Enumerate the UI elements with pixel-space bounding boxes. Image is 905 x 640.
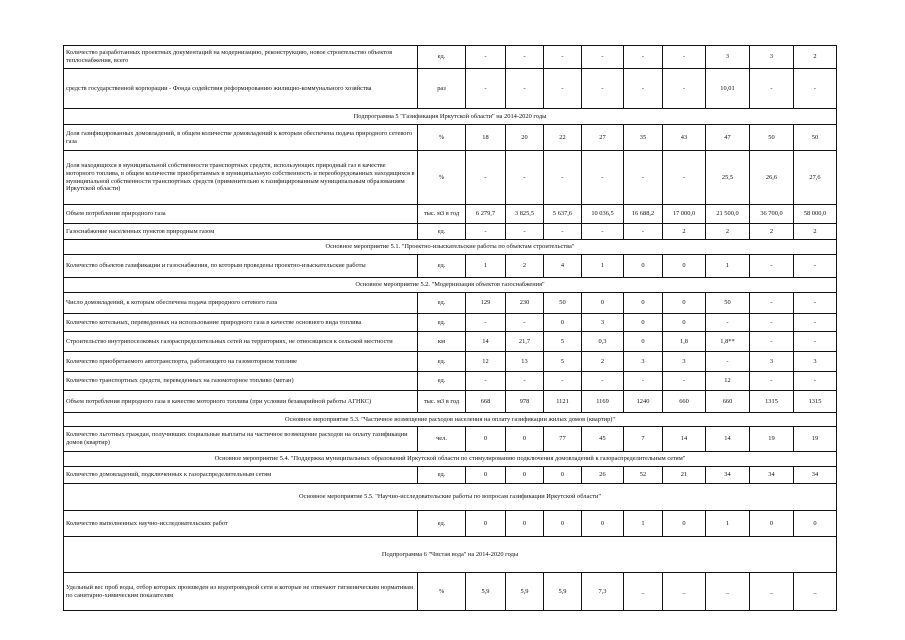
value-cell: 230	[506, 293, 544, 314]
section-title: Подпрограмма 6 "Чистая вода" на 2014-2020 годы	[64, 537, 837, 573]
section-title: Основное мероприятие 5.3. "Частичное возмещение расходов населения на оплату газификации жилых домов (квартир)"	[64, 413, 837, 427]
table-row	[64, 125, 837, 151]
section-title: Основное мероприятие 5.2. "Модернизация объектов газоснабжения"	[64, 278, 837, 293]
table-row	[64, 151, 837, 205]
value-cell: 129	[466, 293, 506, 314]
value-cell: -	[466, 46, 506, 69]
value-cell: 2	[794, 46, 837, 69]
value-cell: 0	[582, 293, 624, 314]
value-cell: 10 036,5	[582, 205, 624, 224]
value-cell: 27	[582, 125, 624, 151]
value-cell: 1	[466, 255, 506, 278]
value-cell: 18	[466, 125, 506, 151]
value-cell: 2	[794, 224, 837, 240]
unit-cell: ед.	[418, 467, 466, 484]
value-cell: 1240	[624, 391, 663, 413]
value-cell: 21 500,0	[706, 205, 750, 224]
value-cell: 0	[624, 332, 663, 352]
value-cell: -	[582, 46, 624, 69]
value-cell: _	[706, 573, 750, 611]
value-cell: 34	[794, 467, 837, 484]
unit-cell: ед.	[418, 511, 466, 537]
value-cell: 77	[544, 427, 582, 452]
value-cell: -	[794, 293, 837, 314]
value-cell: 34	[706, 467, 750, 484]
value-cell: -	[582, 372, 624, 391]
value-cell: 21	[663, 467, 706, 484]
table-row	[64, 255, 837, 278]
indicator-name: Удельный вес проб воды, отбор которых произведен из водопроводной сети и которые не отвечают гигиеническим нормативам по санитарно-химическим показателям	[64, 573, 418, 611]
value-cell: 3	[624, 352, 663, 372]
value-cell: -	[506, 314, 544, 332]
section-header-row	[64, 413, 837, 427]
table-row	[64, 224, 837, 240]
value-cell: -	[706, 314, 750, 332]
value-cell: -	[794, 332, 837, 352]
value-cell: -	[544, 224, 582, 240]
value-cell: 7,3	[582, 573, 624, 611]
table-row	[64, 427, 837, 452]
indicator-name: Объем потребления природного газа в качестве моторного топлива (при условии безаварийной работы АГНКС)	[64, 391, 418, 413]
value-cell: 0	[624, 314, 663, 332]
value-cell: 21,7	[506, 332, 544, 352]
section-header-row	[64, 278, 837, 293]
unit-cell: тыс. м3 в год	[418, 391, 466, 413]
section-header-row	[64, 484, 837, 511]
value-cell: 2	[582, 352, 624, 372]
value-cell: -	[624, 46, 663, 69]
value-cell: 1	[706, 511, 750, 537]
value-cell: -	[544, 151, 582, 205]
value-cell: 7	[624, 427, 663, 452]
value-cell: -	[750, 255, 794, 278]
table-row	[64, 391, 837, 413]
table-row	[64, 511, 837, 537]
value-cell: 0,3	[582, 332, 624, 352]
unit-cell: %	[418, 151, 466, 205]
indicator-name: Количество объектов газификации и газоснабжения, по которым проведены проектно-изыскательские работы	[64, 255, 418, 278]
unit-cell: тыс. м3 в год	[418, 205, 466, 224]
value-cell: _	[750, 573, 794, 611]
value-cell: 26,6	[750, 151, 794, 205]
value-cell: 0	[663, 293, 706, 314]
value-cell: 1315	[750, 391, 794, 413]
value-cell: 0	[466, 467, 506, 484]
value-cell: -	[750, 372, 794, 391]
value-cell: 5,9	[466, 573, 506, 611]
value-cell: 0	[624, 255, 663, 278]
unit-cell: ед.	[418, 224, 466, 240]
unit-cell: ед.	[418, 314, 466, 332]
value-cell: 660	[706, 391, 750, 413]
value-cell: 0	[750, 511, 794, 537]
table-row	[64, 205, 837, 224]
indicators-table-sheet	[63, 45, 836, 611]
value-cell: 22	[544, 125, 582, 151]
value-cell: -	[624, 69, 663, 109]
indicator-name: Доля газифицированных домовладений, в общем количестве домовладений к которым обеспечена подача природного сетевого газа	[64, 125, 418, 151]
value-cell: -	[750, 332, 794, 352]
value-cell: 20	[506, 125, 544, 151]
value-cell: 3	[582, 314, 624, 332]
indicator-name: средств государственной корпорации - Фонда содействия реформированию жилищно-коммунального хозяйства	[64, 69, 418, 109]
indicator-name: Количество разработанных проектных документаций на модернизацию, реконструкцию, новое строительство объектов теплоснабжения, всего	[64, 46, 418, 69]
value-cell: 0	[506, 427, 544, 452]
value-cell: 2	[706, 224, 750, 240]
value-cell: 1	[582, 255, 624, 278]
table-row	[64, 573, 837, 611]
unit-cell: ед.	[418, 352, 466, 372]
table-row	[64, 467, 837, 484]
value-cell: 25,5	[706, 151, 750, 205]
value-cell: 12	[466, 352, 506, 372]
value-cell: _	[794, 573, 837, 611]
value-cell: 50	[750, 125, 794, 151]
value-cell: 0	[506, 511, 544, 537]
value-cell: -	[624, 151, 663, 205]
value-cell: 36 700,0	[750, 205, 794, 224]
value-cell: 27,6	[794, 151, 837, 205]
value-cell: -	[794, 69, 837, 109]
value-cell: 1,8**	[706, 332, 750, 352]
value-cell: 14	[706, 427, 750, 452]
value-cell: -	[506, 224, 544, 240]
table-row	[64, 69, 837, 109]
value-cell: -	[544, 46, 582, 69]
value-cell: 50	[794, 125, 837, 151]
value-cell: 6 279,7	[466, 205, 506, 224]
value-cell: 1169	[582, 391, 624, 413]
unit-cell: км	[418, 332, 466, 352]
indicator-name: Число домовладений, к которым обеспечена подача природного сетевого газа	[64, 293, 418, 314]
section-header-row	[64, 537, 837, 573]
value-cell: -	[663, 46, 706, 69]
value-cell: 0	[544, 467, 582, 484]
value-cell: 0	[466, 511, 506, 537]
value-cell: -	[706, 352, 750, 372]
value-cell: -	[582, 151, 624, 205]
value-cell: -	[506, 372, 544, 391]
value-cell: 1121	[544, 391, 582, 413]
value-cell: 660	[663, 391, 706, 413]
indicators-table	[63, 45, 837, 611]
section-title: Основное мероприятие 5.5. "Научно-исследовательские работы по вопросам газификации Иркутской области"	[64, 484, 837, 511]
value-cell: -	[466, 314, 506, 332]
value-cell: 0	[663, 314, 706, 332]
indicator-name: Количество домовладений, подключенных к газораспределительным сетям	[64, 467, 418, 484]
value-cell: 0	[544, 314, 582, 332]
value-cell: _	[663, 573, 706, 611]
value-cell: 3	[750, 46, 794, 69]
value-cell: 2	[506, 255, 544, 278]
value-cell: -	[750, 314, 794, 332]
value-cell: 0	[624, 293, 663, 314]
table-row	[64, 352, 837, 372]
indicator-name: Строительство внутрипоселковых газораспределительных сетей на территориях, не относящихся к сельской местности	[64, 332, 418, 352]
unit-cell: чел.	[418, 427, 466, 452]
value-cell: -	[582, 69, 624, 109]
value-cell: 14	[466, 332, 506, 352]
value-cell: -	[466, 69, 506, 109]
value-cell: 5,9	[544, 573, 582, 611]
value-cell: 26	[582, 467, 624, 484]
value-cell: 58 000,0	[794, 205, 837, 224]
section-title: Подпрограмма 5 "Газификация Иркутской области" на 2014-2020 годы	[64, 109, 837, 125]
section-header-row	[64, 240, 837, 255]
value-cell: -	[506, 46, 544, 69]
unit-cell: ед.	[418, 46, 466, 69]
value-cell: 668	[466, 391, 506, 413]
indicator-name: Объем потребления природного газа	[64, 205, 418, 224]
value-cell: 52	[624, 467, 663, 484]
section-title: Основное мероприятие 5.1. "Проектно-изыскательские работы по объектам строительства"	[64, 240, 837, 255]
value-cell: -	[794, 255, 837, 278]
value-cell: -	[582, 224, 624, 240]
table-row	[64, 314, 837, 332]
value-cell: 47	[706, 125, 750, 151]
value-cell: 5,9	[506, 573, 544, 611]
indicator-name: Количество котельных, переведенных на использование природного газа в качестве основного вида топлива	[64, 314, 418, 332]
value-cell: -	[506, 151, 544, 205]
value-cell: 4	[544, 255, 582, 278]
value-cell: 14	[663, 427, 706, 452]
value-cell: -	[794, 372, 837, 391]
value-cell: 19	[750, 427, 794, 452]
value-cell: 978	[506, 391, 544, 413]
value-cell: 12	[706, 372, 750, 391]
value-cell: 0	[544, 511, 582, 537]
value-cell: 2	[750, 224, 794, 240]
indicator-name: Количество льготных граждан, получивших социальные выплаты на частичное возмещение расходов на оплату газификации домов (квартир)	[64, 427, 418, 452]
value-cell: 16 688,2	[624, 205, 663, 224]
value-cell: 1315	[794, 391, 837, 413]
value-cell: 10,01	[706, 69, 750, 109]
value-cell: 1	[624, 511, 663, 537]
value-cell: 5 637,6	[544, 205, 582, 224]
value-cell: 1	[706, 255, 750, 278]
value-cell: 3	[706, 46, 750, 69]
value-cell: 50	[706, 293, 750, 314]
value-cell: 34	[750, 467, 794, 484]
value-cell: 0	[663, 255, 706, 278]
value-cell: 3	[794, 352, 837, 372]
value-cell: -	[794, 314, 837, 332]
indicator-name: Доля находящихся в муниципальной собственности транспортных средств, использующих природный газ в качестве моторного топлива, в общем количестве приобретаемых в муниципальную собственность и переоборудованных находящихся в муниципальной собственности транспортных средств (применительно к газифицированным муниципальным образованиям Иркутской области)	[64, 151, 418, 205]
value-cell: -	[624, 224, 663, 240]
value-cell: -	[663, 69, 706, 109]
value-cell: 0	[506, 467, 544, 484]
value-cell: 0	[466, 427, 506, 452]
table-row	[64, 293, 837, 314]
indicator-name: Газоснабжение населенных пунктов природным газом	[64, 224, 418, 240]
value-cell: -	[466, 224, 506, 240]
unit-cell: ед.	[418, 293, 466, 314]
value-cell: 19	[794, 427, 837, 452]
value-cell: -	[544, 69, 582, 109]
unit-cell: %	[418, 125, 466, 151]
value-cell: 3	[750, 352, 794, 372]
value-cell: -	[466, 151, 506, 205]
value-cell: 35	[624, 125, 663, 151]
value-cell: 3	[663, 352, 706, 372]
value-cell: 0	[663, 511, 706, 537]
table-row	[64, 372, 837, 391]
value-cell: 50	[544, 293, 582, 314]
indicator-name: Количество выполненных научно-исследовательских работ	[64, 511, 418, 537]
table-row	[64, 46, 837, 69]
value-cell: -	[750, 293, 794, 314]
indicator-name: Количество транспортных средств, переведенных на газомоторное топливо (метан)	[64, 372, 418, 391]
value-cell: -	[544, 372, 582, 391]
value-cell: -	[663, 372, 706, 391]
value-cell: 0	[794, 511, 837, 537]
value-cell: 13	[506, 352, 544, 372]
value-cell: 5	[544, 352, 582, 372]
value-cell: 17 000,0	[663, 205, 706, 224]
indicator-name: Количество приобретаемого автотранспорта, работающего на газомоторном топливе	[64, 352, 418, 372]
unit-cell: ед.	[418, 255, 466, 278]
value-cell: -	[506, 69, 544, 109]
unit-cell: %	[418, 573, 466, 611]
table-row	[64, 332, 837, 352]
value-cell: -	[750, 69, 794, 109]
value-cell: _	[624, 573, 663, 611]
section-header-row	[64, 452, 837, 467]
section-title: Основное мероприятие 5.4. "Поддержка муниципальных образований Иркутской области по стимулированию подключения домовладений к газораспределительным сетям"	[64, 452, 837, 467]
value-cell: 45	[582, 427, 624, 452]
value-cell: 0	[582, 511, 624, 537]
value-cell: 1,8	[663, 332, 706, 352]
value-cell: 2	[663, 224, 706, 240]
section-header-row	[64, 109, 837, 125]
unit-cell: ед.	[418, 372, 466, 391]
value-cell: -	[624, 372, 663, 391]
value-cell: 3 825,5	[506, 205, 544, 224]
unit-cell: раз	[418, 69, 466, 109]
value-cell: 5	[544, 332, 582, 352]
value-cell: -	[466, 372, 506, 391]
value-cell: 43	[663, 125, 706, 151]
value-cell: -	[663, 151, 706, 205]
